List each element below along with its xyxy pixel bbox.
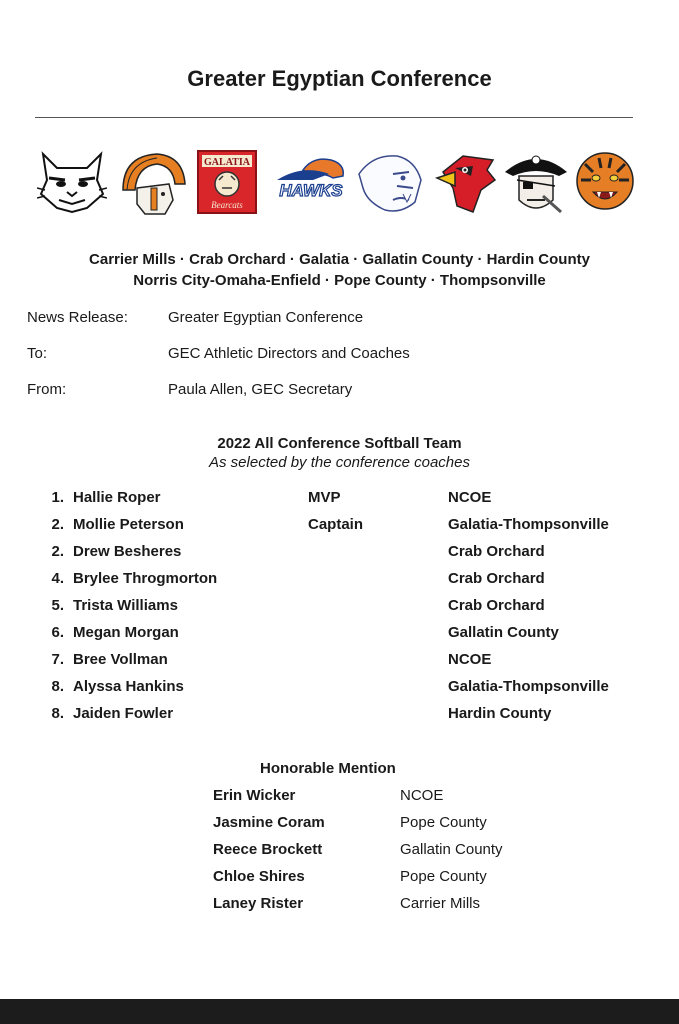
- honorable-player-name: Laney Rister: [213, 895, 304, 912]
- hawks-logo-icon: [273, 150, 349, 206]
- team-player-school: Galatia-Thompsonville: [448, 516, 609, 533]
- team-player-honor: Captain: [308, 516, 364, 533]
- galatia-bearcats-logo-icon: [197, 150, 257, 214]
- team-rank: 2.: [51, 543, 64, 560]
- team-rank: 8.: [51, 678, 64, 695]
- to-value: GEC Athletic Directors and Coaches: [168, 345, 410, 362]
- honorable-row: [0, 814, 679, 836]
- honorable-player-name: Reece Brockett: [213, 841, 323, 858]
- team-player-name: Jaiden Fowler: [73, 705, 174, 722]
- honorable-row: [0, 841, 679, 863]
- honorable-player-school: NCOE: [400, 787, 444, 804]
- from-value: Paula Allen, GEC Secretary: [168, 381, 353, 398]
- team-player-name: Trista Williams: [73, 597, 178, 614]
- page-title: Greater Egyptian Conference: [187, 66, 492, 91]
- team-row: [0, 705, 679, 727]
- honorable-player-name: Chloe Shires: [213, 868, 305, 885]
- tiger-logo-icon: [573, 150, 637, 212]
- team-player-school: Gallatin County: [448, 624, 559, 641]
- team-player-school: Crab Orchard: [448, 543, 545, 560]
- team-player-name: Brylee Throgmorton: [73, 570, 218, 587]
- cougar-logo-icon: [353, 150, 425, 216]
- school-logos-row: [37, 150, 643, 226]
- team-rank: 7.: [51, 651, 64, 668]
- team-rank: 8.: [51, 705, 64, 722]
- team-player-school: Crab Orchard: [448, 597, 545, 614]
- news-release-label: News Release:: [27, 309, 128, 326]
- honorable-player-name: Jasmine Coram: [213, 814, 325, 831]
- honorable-player-school: Gallatin County: [400, 841, 503, 858]
- team-player-name: Drew Besheres: [73, 543, 182, 560]
- team-row: [0, 597, 679, 619]
- hawks-logo-text: HAWKS: [279, 181, 343, 200]
- team-title: 2022 All Conference Softball Team: [217, 435, 462, 452]
- team-rank: 1.: [51, 489, 64, 506]
- honorable-player-school: Pope County: [400, 868, 487, 885]
- team-player-name: Mollie Peterson: [73, 516, 184, 533]
- team-player-name: Alyssa Hankins: [73, 678, 184, 695]
- team-row: [0, 543, 679, 565]
- team-row: [0, 516, 679, 538]
- member-schools-line-1: Carrier Mills · Crab Orchard · Galatia · Gallatin County · Hardin County: [89, 251, 590, 268]
- galatia-logo-text: GALATIA: [204, 157, 250, 168]
- team-player-school: Galatia-Thompsonville: [448, 678, 609, 695]
- bobcat-logo-icon: [37, 150, 107, 214]
- title-divider: [35, 117, 633, 118]
- team-player-name: Megan Morgan: [73, 624, 179, 641]
- team-row: [0, 624, 679, 646]
- team-row: [0, 651, 679, 673]
- news-release-value: Greater Egyptian Conference: [168, 309, 364, 326]
- cardinal-logo-icon: [433, 150, 499, 216]
- team-subtitle: As selected by the conference coaches: [209, 454, 470, 471]
- team-rank: 2.: [51, 516, 64, 533]
- honorable-player-school: Carrier Mills: [400, 895, 480, 912]
- from-label: From:: [27, 381, 67, 398]
- honorable-player-school: Pope County: [400, 814, 487, 831]
- team-player-school: NCOE: [448, 651, 492, 668]
- bottom-bar: [0, 999, 679, 1024]
- team-player-name: Bree Vollman: [73, 651, 168, 668]
- honorable-mention-title: Honorable Mention: [260, 760, 396, 777]
- honorable-row: [0, 868, 679, 890]
- member-schools-line-2: Norris City-Omaha-Enfield · Pope County · Thompsonville: [133, 272, 546, 289]
- team-row: [0, 678, 679, 700]
- team-rank: 6.: [51, 624, 64, 641]
- team-player-school: Crab Orchard: [448, 570, 545, 587]
- team-player-name: Hallie Roper: [73, 489, 161, 506]
- honorable-player-name: Erin Wicker: [213, 787, 296, 804]
- team-player-honor: MVP: [308, 489, 341, 506]
- team-row: [0, 570, 679, 592]
- honorable-row: [0, 787, 679, 809]
- to-label: To:: [27, 345, 48, 362]
- pirate-logo-icon: [503, 150, 569, 222]
- team-rank: 5.: [51, 597, 64, 614]
- team-row: [0, 489, 679, 511]
- bearcats-logo-text: Bearcats: [211, 200, 243, 210]
- team-player-school: NCOE: [448, 489, 492, 506]
- team-rank: 4.: [51, 570, 64, 587]
- honorable-row: [0, 895, 679, 917]
- trojan-logo-icon: [117, 150, 189, 220]
- team-player-school: Hardin County: [448, 705, 552, 722]
